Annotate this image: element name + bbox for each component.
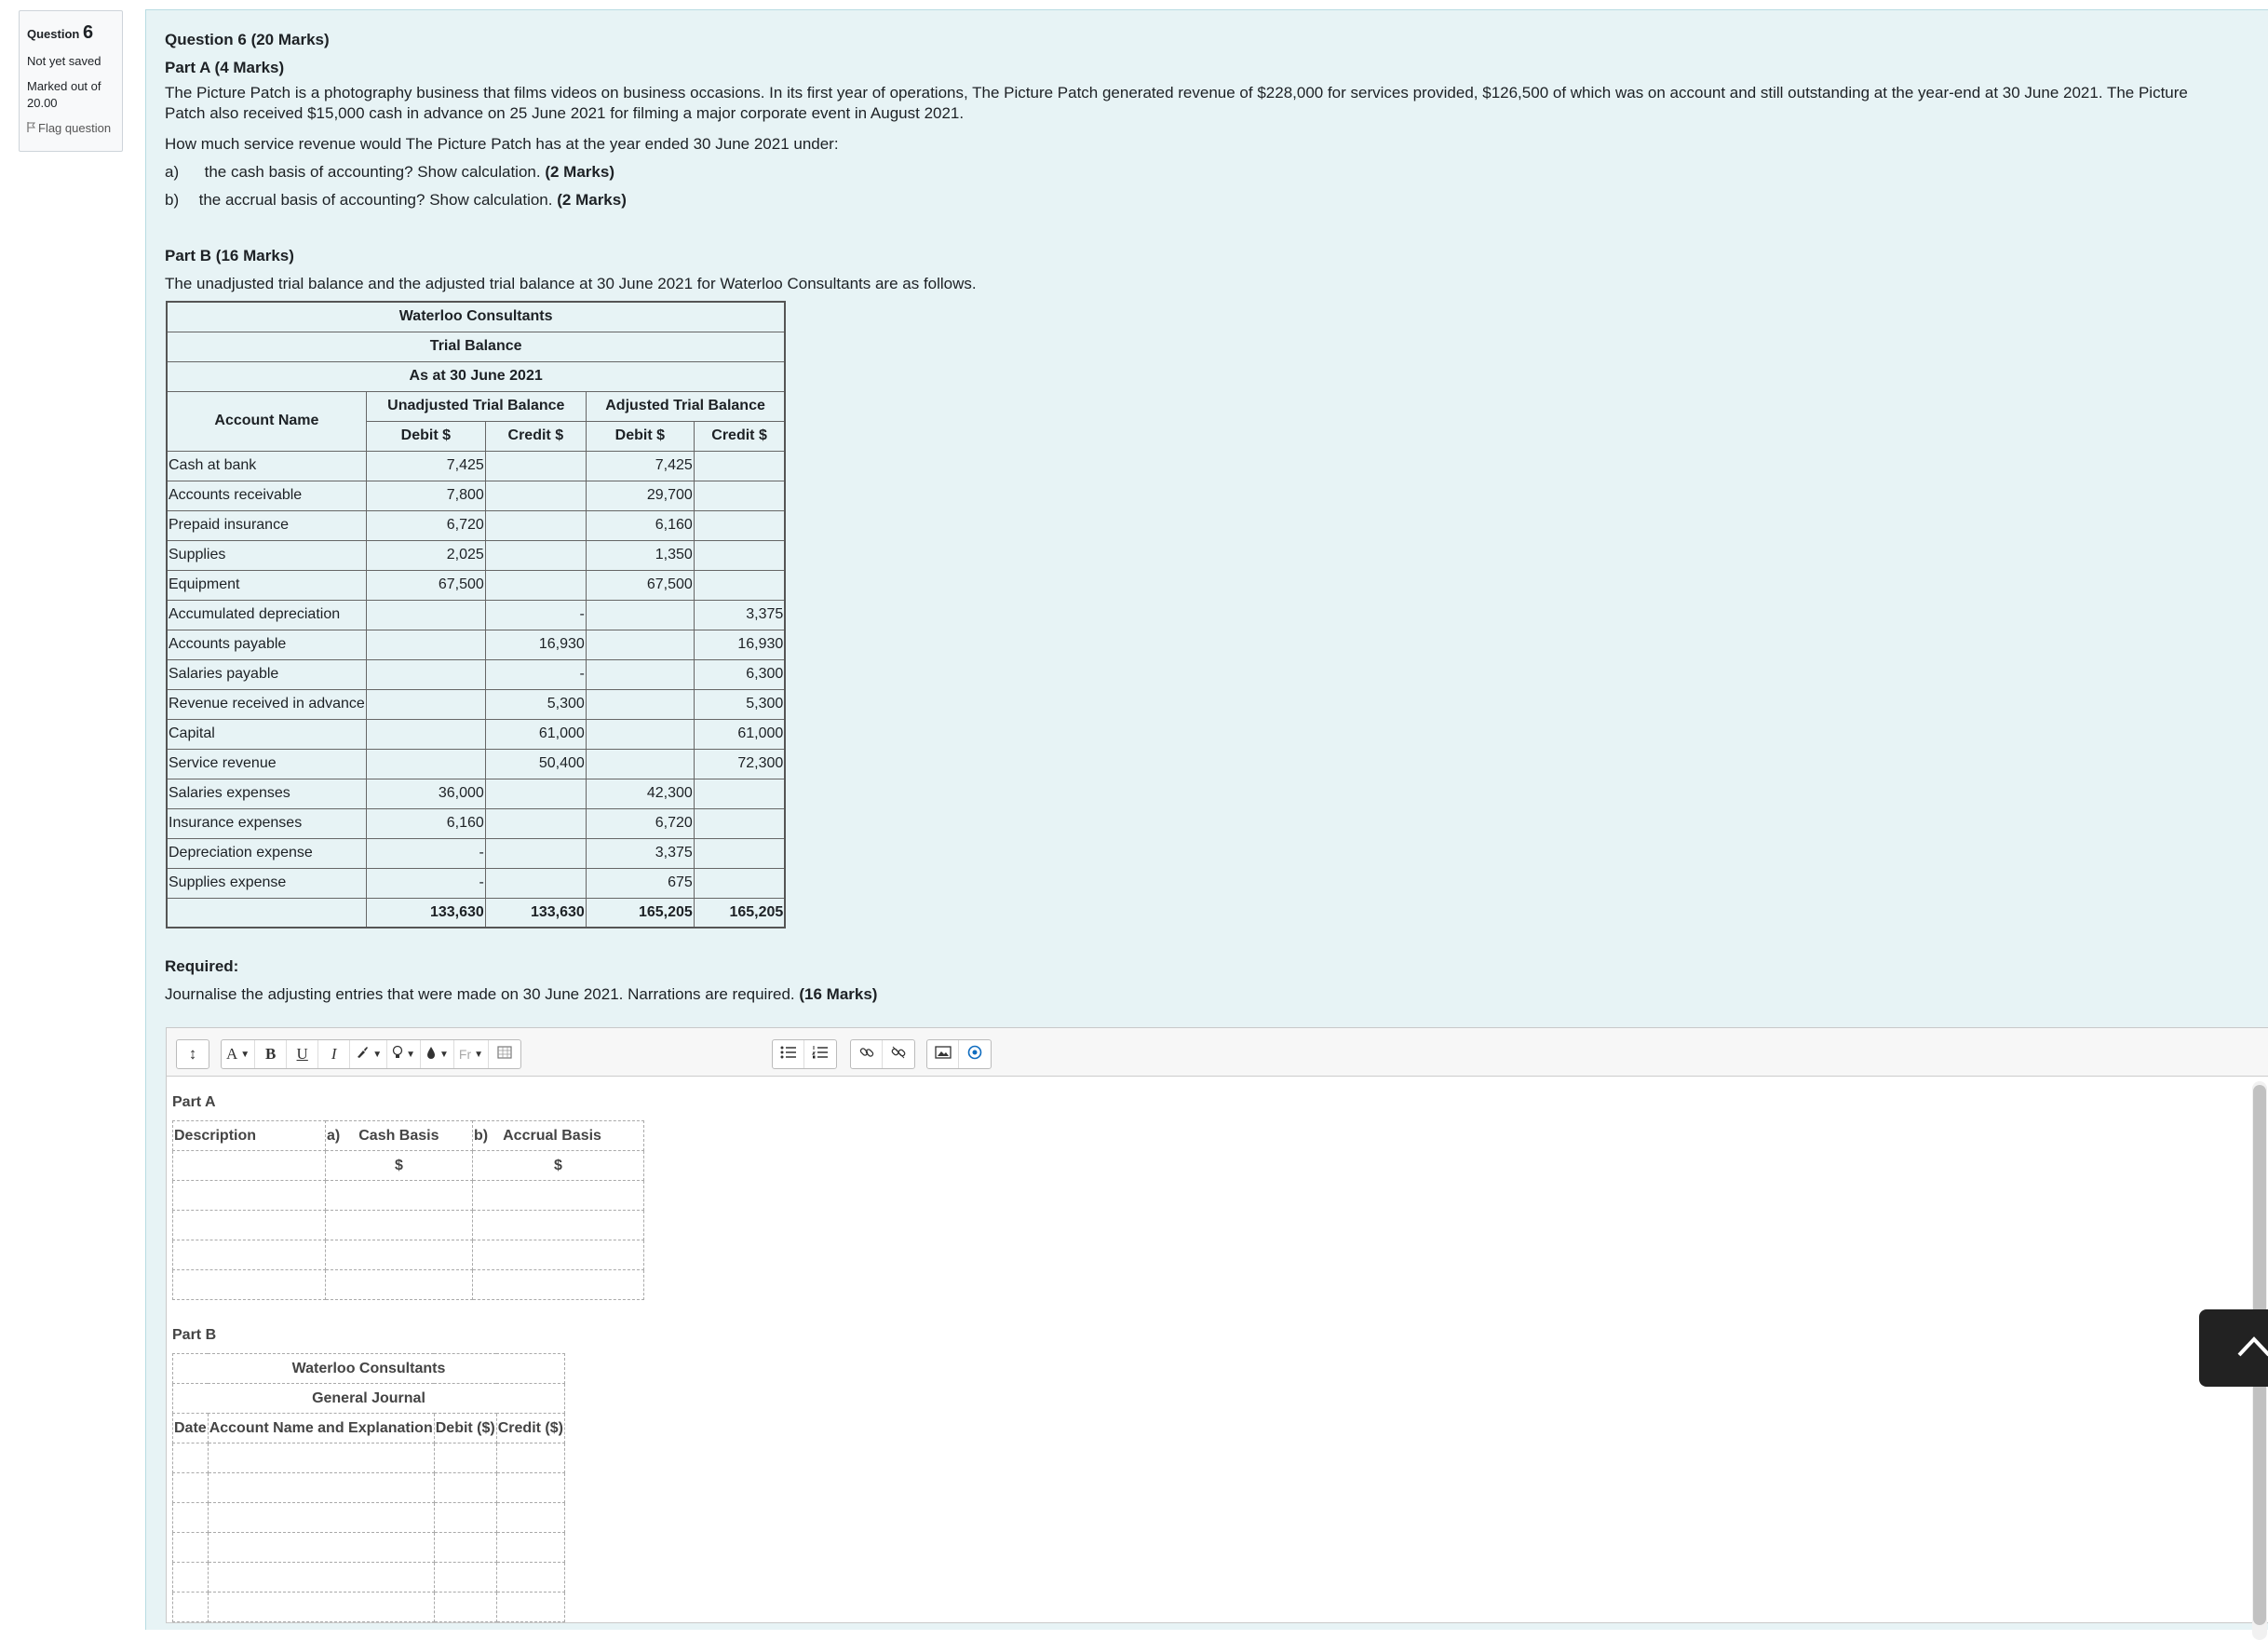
table-button[interactable] <box>489 1040 520 1068</box>
font-style-button[interactable] <box>222 1040 255 1068</box>
gj-entry-cell[interactable] <box>173 1593 209 1622</box>
tb-adj-credit <box>694 838 785 868</box>
chevron-down-icon: ▼ <box>372 1049 383 1060</box>
tb-adj-debit: 3,375 <box>586 838 694 868</box>
image-icon <box>935 1045 952 1064</box>
tb-account-name: Supplies <box>167 540 366 570</box>
required-text: Journalise the adjusting entries that were made on 30 June 2021. Narrations are required. <box>165 985 795 1003</box>
tb-row <box>167 451 785 481</box>
tb-unadj-debit <box>366 630 485 659</box>
chevron-down-icon: ▼ <box>474 1049 484 1060</box>
flag-question-link[interactable] <box>27 120 115 138</box>
font-family-value: Fr <box>458 1047 472 1062</box>
pa-description-header: Description <box>173 1121 326 1151</box>
toolbar-group-format <box>221 1039 521 1069</box>
gj-entry-cell[interactable] <box>496 1443 564 1473</box>
font-icon: A <box>226 1045 238 1063</box>
gj-entry-cell[interactable] <box>496 1593 564 1622</box>
question-number: 6 <box>82 22 94 43</box>
gj-entry-cell[interactable] <box>434 1533 496 1563</box>
chevron-down-icon: ▼ <box>439 1049 449 1060</box>
required-marks: (16 Marks) <box>799 985 878 1003</box>
pa-cell[interactable] <box>173 1151 326 1181</box>
question-grade: Marked out of 20.00 <box>27 78 101 111</box>
tb-unadj-debit: 36,000 <box>366 779 485 808</box>
tb-unadj-debit <box>366 659 485 689</box>
tb-unadj-debit <box>366 600 485 630</box>
tb-account-name: Cash at bank <box>167 451 366 481</box>
part-a-item-a-marks: (2 Marks) <box>545 163 614 181</box>
pa-answer-cell[interactable] <box>173 1181 326 1211</box>
chevron-down-icon: ▼ <box>406 1049 415 1060</box>
tb-account-header: Account Name <box>167 391 366 451</box>
tb-total-ud: 133,630 <box>366 898 485 928</box>
question-label: Question <box>27 27 80 41</box>
tb-unadj-credit <box>485 451 586 481</box>
gj-entry-cell[interactable] <box>434 1473 496 1503</box>
gj-account-header: Account Name and Explanation <box>208 1414 434 1443</box>
tb-unadj-credit <box>485 808 586 838</box>
tb-unadj-debit <box>366 719 485 749</box>
gj-entry-cell[interactable] <box>434 1503 496 1533</box>
insert-media-button[interactable] <box>959 1040 991 1068</box>
part-a-item-b <box>165 188 627 212</box>
tb-unadj-credit <box>485 481 586 510</box>
gj-entry-cell[interactable] <box>173 1473 209 1503</box>
tb-adj-debit <box>586 630 694 659</box>
text-color-button[interactable] <box>350 1040 387 1068</box>
tb-row <box>167 779 785 808</box>
gj-entry-row[interactable] <box>173 1593 565 1622</box>
link-icon <box>859 1045 874 1064</box>
tb-unadj-debit: 6,160 <box>366 808 485 838</box>
tb-row <box>167 540 785 570</box>
tb-unadj-credit <box>485 510 586 540</box>
pa-answer-row[interactable] <box>173 1240 644 1270</box>
gj-debit-header: Debit ($) <box>434 1414 496 1443</box>
general-journal-table[interactable] <box>172 1353 565 1622</box>
background-color-button[interactable] <box>387 1040 421 1068</box>
tb-unadj-credit-header: Credit $ <box>485 421 586 451</box>
editor-content-area[interactable] <box>167 1078 2268 1622</box>
tb-adj-debit: 6,720 <box>586 808 694 838</box>
toolbar-group-expand <box>176 1039 209 1069</box>
tb-adj-credit <box>694 451 785 481</box>
tb-adj-debit-header: Debit $ <box>586 421 694 451</box>
tb-adj-credit <box>694 481 785 510</box>
pa-accrual-header <box>473 1121 644 1151</box>
pa-answer-cell[interactable] <box>326 1270 473 1300</box>
pa-answer-row[interactable] <box>173 1211 644 1240</box>
part-a-title: Part A (4 Marks) <box>165 59 285 76</box>
tb-account-name: Accounts receivable <box>167 481 366 510</box>
gj-entry-row[interactable] <box>173 1473 565 1503</box>
insert-image-button[interactable] <box>927 1040 959 1068</box>
tb-unadj-credit: 5,300 <box>485 689 586 719</box>
question-state: Not yet saved <box>27 54 101 68</box>
tb-unadj-credit: - <box>485 659 586 689</box>
tb-adj-credit: 6,300 <box>694 659 785 689</box>
tb-row <box>167 510 785 540</box>
tb-unadjusted-header: Unadjusted Trial Balance <box>366 391 586 421</box>
tb-adj-debit: 675 <box>586 868 694 898</box>
underline-button[interactable]: U <box>287 1040 318 1068</box>
tb-adj-credit <box>694 570 785 600</box>
gj-entry-cell[interactable] <box>496 1503 564 1533</box>
tb-adj-debit <box>586 749 694 779</box>
tb-row <box>167 808 785 838</box>
tb-adj-debit: 6,160 <box>586 510 694 540</box>
tb-unadj-credit <box>485 779 586 808</box>
tb-account-name: Accounts payable <box>167 630 366 659</box>
chevron-up-icon <box>2236 1334 2268 1362</box>
bullet-list-button[interactable] <box>773 1040 804 1068</box>
tb-account-name: Equipment <box>167 570 366 600</box>
tb-row <box>167 600 785 630</box>
part-a-item-a-text: the cash basis of accounting? Show calculation. <box>204 163 541 181</box>
flag-question-label: Flag question <box>38 121 112 136</box>
tb-account-name: Salaries expenses <box>167 779 366 808</box>
gj-entry-row[interactable] <box>173 1563 565 1593</box>
brush-icon <box>355 1045 370 1064</box>
pa-cash-dollar: $ <box>326 1151 473 1181</box>
tb-row <box>167 481 785 510</box>
gj-entry-cell[interactable] <box>208 1443 434 1473</box>
tb-account-name: Revenue received in advance <box>167 689 366 719</box>
toolbar-group-links <box>850 1039 915 1069</box>
gj-entry-cell[interactable] <box>496 1563 564 1593</box>
tb-account-name: Service revenue <box>167 749 366 779</box>
tb-totals-row <box>167 898 785 928</box>
gj-date-header: Date <box>173 1414 209 1443</box>
tb-account-name: Accumulated depreciation <box>167 600 366 630</box>
pa-accrual-label: Accrual Basis <box>503 1127 601 1144</box>
gj-entry-cell[interactable] <box>434 1593 496 1622</box>
tb-unadj-debit <box>366 749 485 779</box>
tb-adj-debit: 29,700 <box>586 481 694 510</box>
gj-entry-cell[interactable] <box>173 1533 209 1563</box>
unlink-button[interactable] <box>883 1040 914 1068</box>
tb-unadj-debit: 67,500 <box>366 570 485 600</box>
gj-entry-cell[interactable] <box>173 1503 209 1533</box>
pa-answer-cell[interactable] <box>473 1270 644 1300</box>
toolbar-group-media <box>926 1039 992 1069</box>
tb-adj-credit <box>694 779 785 808</box>
bullet-list-icon <box>780 1045 797 1064</box>
tb-adj-debit: 67,500 <box>586 570 694 600</box>
tb-adj-credit: 3,375 <box>694 600 785 630</box>
pa-answer-cell[interactable] <box>473 1211 644 1240</box>
italic-button[interactable]: I <box>318 1040 350 1068</box>
font-family-select[interactable] <box>454 1040 489 1068</box>
gj-company: Waterloo Consultants <box>173 1354 565 1384</box>
numbered-list-button[interactable] <box>804 1040 836 1068</box>
part-a-text: The Picture Patch is a photography business that films videos on business occasions. In its first year of operations, The Picture Patch generated revenue of $228,000 for services provided, $126,500 of which was on account and still outstanding at the year-end at 30 June 2021. The Picture Patch also received $15,000 cash in advance on 25 June 2021 for filming a major corporate event in August 2021. <box>165 84 2188 122</box>
tb-adj-credit <box>694 868 785 898</box>
drop-icon <box>425 1045 437 1064</box>
tb-adj-debit: 7,425 <box>586 451 694 481</box>
tb-adj-credit <box>694 540 785 570</box>
part-a-item-b-marks: (2 Marks) <box>557 191 627 209</box>
gj-entry-cell[interactable] <box>173 1563 209 1593</box>
tb-total-ac: 165,205 <box>694 898 785 928</box>
tb-total-uc: 133,630 <box>485 898 586 928</box>
tb-unadj-credit: 50,400 <box>485 749 586 779</box>
tb-unadj-debit: 2,025 <box>366 540 485 570</box>
part-a-item-a-label: a) <box>165 163 180 181</box>
pa-answer-cell[interactable] <box>326 1211 473 1240</box>
tb-adj-credit: 16,930 <box>694 630 785 659</box>
back-to-top-button[interactable] <box>2199 1309 2268 1387</box>
tb-account-name: Depreciation expense <box>167 838 366 868</box>
tb-row <box>167 838 785 868</box>
tb-unadj-debit: 6,720 <box>366 510 485 540</box>
pa-cash-prefix: a) <box>327 1127 341 1144</box>
tb-unadj-credit <box>485 868 586 898</box>
tb-unadj-credit: 61,000 <box>485 719 586 749</box>
answer-editor <box>166 1027 2268 1623</box>
tb-row <box>167 719 785 749</box>
media-icon <box>967 1045 982 1064</box>
required-label: Required: <box>165 957 239 975</box>
editor-toolbar <box>167 1028 2268 1077</box>
tb-adj-debit <box>586 689 694 719</box>
tb-unadj-debit: - <box>366 838 485 868</box>
part-a-item-b-label: b) <box>165 191 180 209</box>
tb-unadj-credit <box>485 838 586 868</box>
tb-row <box>167 630 785 659</box>
tb-adj-credit <box>694 510 785 540</box>
tb-company: Waterloo Consultants <box>167 302 785 332</box>
flag-icon <box>27 120 36 138</box>
pa-answer-row[interactable] <box>173 1270 644 1300</box>
gj-entry-cell[interactable] <box>208 1473 434 1503</box>
question-number-row <box>27 19 115 47</box>
tb-account-name: Supplies expense <box>167 868 366 898</box>
expand-toolbar-button[interactable] <box>177 1040 209 1068</box>
toolbar-group-lists <box>772 1039 837 1069</box>
part-b-title: Part B (16 Marks) <box>165 247 294 264</box>
gj-entry-cell[interactable] <box>434 1443 496 1473</box>
gj-entry-cell[interactable] <box>434 1563 496 1593</box>
pa-answer-cell[interactable] <box>173 1270 326 1300</box>
pa-answer-row[interactable] <box>173 1181 644 1211</box>
tb-adj-debit <box>586 659 694 689</box>
part-b-text: The unadjusted trial balance and the adjusted trial balance at 30 June 2021 for Waterloo Consultants are as follows. <box>165 275 977 292</box>
tb-adj-credit <box>694 808 785 838</box>
unlink-icon <box>891 1045 906 1064</box>
tb-adj-credit: 72,300 <box>694 749 785 779</box>
answer-part-a-table[interactable] <box>172 1120 644 1300</box>
tb-adj-debit <box>586 719 694 749</box>
tb-account-name: Insurance expenses <box>167 808 366 838</box>
tb-unadj-debit: - <box>366 868 485 898</box>
tb-unadj-credit <box>485 570 586 600</box>
tb-account-name: Capital <box>167 719 366 749</box>
pa-cash-label: Cash Basis <box>358 1127 439 1144</box>
gj-entry-cell[interactable] <box>496 1473 564 1503</box>
bulb-icon <box>392 1045 403 1064</box>
gj-title: General Journal <box>173 1384 565 1414</box>
pa-answer-cell[interactable] <box>173 1211 326 1240</box>
tb-row <box>167 659 785 689</box>
tb-unadj-credit: - <box>485 600 586 630</box>
table-icon <box>497 1045 512 1064</box>
question-title: Question 6 (20 Marks) <box>165 31 330 48</box>
trial-balance-table <box>166 301 786 928</box>
tb-total-ad: 165,205 <box>586 898 694 928</box>
tb-adj-debit <box>586 600 694 630</box>
pa-accrual-prefix: b) <box>474 1127 489 1144</box>
gj-entry-cell[interactable] <box>208 1593 434 1622</box>
chevron-down-icon: ▼ <box>240 1049 250 1060</box>
gj-entry-cell[interactable] <box>208 1563 434 1593</box>
numbered-list-icon <box>812 1045 829 1064</box>
tb-account-name: Salaries payable <box>167 659 366 689</box>
tb-title: Trial Balance <box>167 332 785 361</box>
gj-entry-row[interactable] <box>173 1443 565 1473</box>
pa-answer-cell[interactable] <box>326 1240 473 1270</box>
part-a-item-a <box>165 160 614 184</box>
gj-entry-cell[interactable] <box>208 1503 434 1533</box>
tb-unadj-credit: 16,930 <box>485 630 586 659</box>
gj-entry-cell[interactable] <box>208 1533 434 1563</box>
pa-answer-cell[interactable] <box>473 1240 644 1270</box>
tb-unadj-debit-header: Debit $ <box>366 421 485 451</box>
tb-row <box>167 749 785 779</box>
tb-row <box>167 868 785 898</box>
part-a-item-b-text: the accrual basis of accounting? Show calculation. <box>198 191 553 209</box>
answer-part-a-label: Part A <box>172 1094 216 1110</box>
tb-totals-label <box>167 898 366 928</box>
gj-entry-row[interactable] <box>173 1533 565 1563</box>
tb-adjusted-header: Adjusted Trial Balance <box>586 391 785 421</box>
tb-adj-credit: 61,000 <box>694 719 785 749</box>
tb-unadj-debit <box>366 689 485 719</box>
tb-date: As at 30 June 2021 <box>167 361 785 391</box>
pa-answer-cell[interactable] <box>473 1181 644 1211</box>
tb-unadj-debit: 7,800 <box>366 481 485 510</box>
fill-color-button[interactable] <box>421 1040 454 1068</box>
gj-credit-header: Credit ($) <box>496 1414 564 1443</box>
tb-unadj-debit: 7,425 <box>366 451 485 481</box>
answer-part-b-label: Part B <box>172 1327 217 1343</box>
tb-row <box>167 689 785 719</box>
pa-answer-cell[interactable] <box>173 1240 326 1270</box>
tb-row <box>167 570 785 600</box>
question-info <box>19 10 123 152</box>
link-button[interactable] <box>851 1040 883 1068</box>
pa-cash-header <box>326 1121 473 1151</box>
expand-icon: ↕ <box>188 1045 197 1063</box>
pa-answer-cell[interactable] <box>326 1181 473 1211</box>
gj-entry-cell[interactable] <box>173 1443 209 1473</box>
tb-adj-credit-header: Credit $ <box>694 421 785 451</box>
required-text-row <box>165 983 877 1007</box>
tb-account-name: Prepaid insurance <box>167 510 366 540</box>
gj-entry-row[interactable] <box>173 1503 565 1533</box>
bold-button[interactable]: B <box>255 1040 287 1068</box>
part-a-question: How much service revenue would The Picture Patch has at the year ended 30 June 2021 under: <box>165 135 839 153</box>
pa-accrual-dollar: $ <box>473 1151 644 1181</box>
gj-entry-cell[interactable] <box>496 1533 564 1563</box>
tb-adj-debit: 1,350 <box>586 540 694 570</box>
tb-adj-credit: 5,300 <box>694 689 785 719</box>
tb-unadj-credit <box>485 540 586 570</box>
tb-adj-debit: 42,300 <box>586 779 694 808</box>
